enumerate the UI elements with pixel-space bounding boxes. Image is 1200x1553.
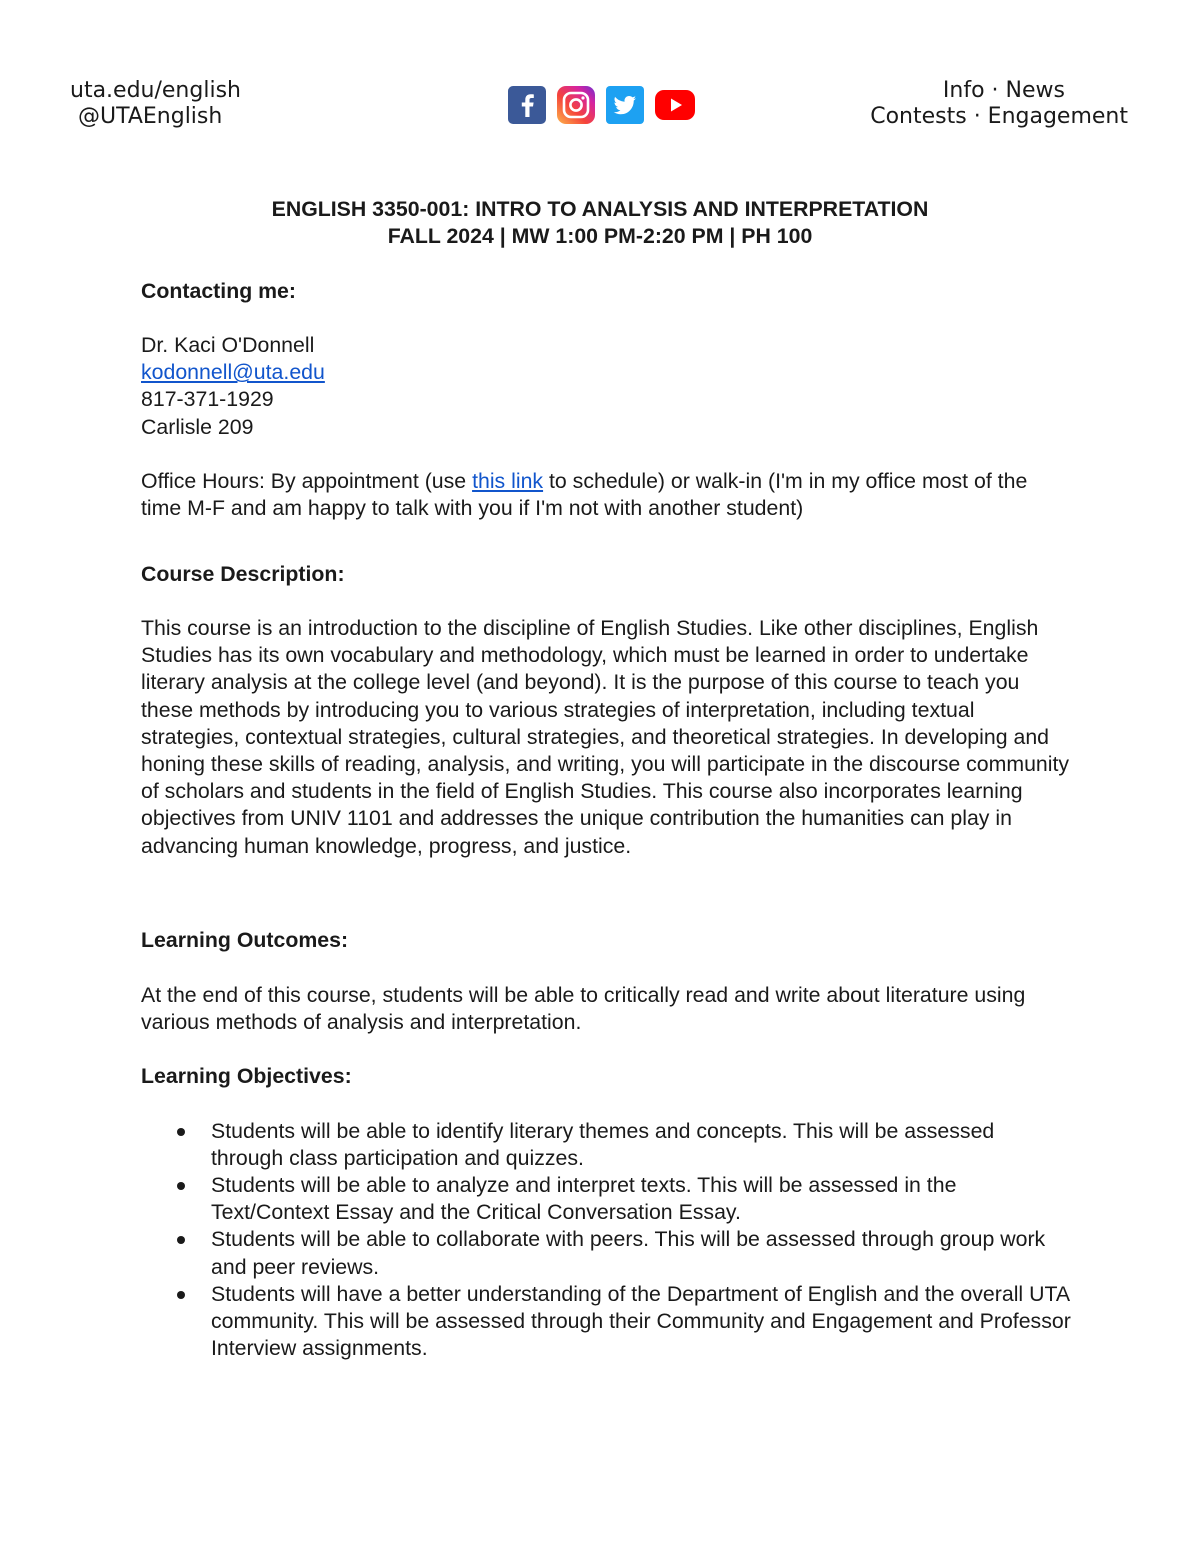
instagram-icon[interactable] — [557, 86, 595, 124]
facebook-icon[interactable] — [508, 86, 546, 124]
course-title — [0, 196, 1200, 250]
learning-objectives-list — [141, 1118, 1071, 1363]
learning-outcomes-text: At the end of this course, students will be able to critically read and write about literature using various methods of analysis and interpretation. — [141, 982, 1026, 1034]
bullet-icon — [177, 1291, 185, 1299]
list-item: Students will have a better understanding of the Department of English and the overall UTA community. This will be assessed through their Community and Engagement and Professor Interview assignments. — [141, 1281, 1071, 1363]
twitter-icon[interactable] — [606, 86, 644, 124]
list-item: Students will be able to identify literary themes and concepts. This will be assessed through class participation and quizzes. — [141, 1118, 1071, 1172]
bullet-icon — [177, 1236, 185, 1244]
instructor-name: Dr. Kaci O'Donnell — [141, 332, 315, 357]
contact-details — [141, 332, 1071, 441]
instructor-email-link[interactable]: kodonnell@uta.edu — [141, 360, 325, 385]
course-title-line2: FALL 2024 | MW 1:00 PM-2:20 PM | PH 100 — [387, 224, 813, 249]
instructor-phone: 817-371-1929 — [141, 387, 274, 412]
learning-outcomes-heading: Learning Outcomes: — [141, 928, 349, 953]
learning-objectives-heading: Learning Objectives: — [141, 1064, 352, 1089]
schedule-link[interactable]: this link — [472, 468, 544, 493]
list-item: Students will be able to collaborate with peers. This will be assessed through group work and peer reviews. — [141, 1226, 1071, 1280]
social-icons — [508, 86, 695, 124]
bullet-icon — [177, 1182, 185, 1190]
course-title-line1: ENGLISH 3350-001: INTRO TO ANALYSIS AND INTERPRETATION — [271, 197, 929, 221]
header-info-news: Info · News — [942, 78, 1065, 103]
instructor-office: Carlisle 209 — [141, 414, 254, 439]
syllabus-content — [141, 196, 1071, 1362]
social-handle: @UTAEnglish — [78, 104, 223, 129]
website-url[interactable]: uta.edu/english — [70, 78, 241, 103]
office-hours: Office Hours: By appointment (use this link to schedule) or walk-in (I'm in my office most of the time M-F and am happy to talk with you if I'm not with another student) — [141, 468, 1028, 521]
contact-heading: Contacting me: — [141, 278, 296, 303]
header-contests-engagement: Contests · Engagement — [870, 104, 1128, 129]
course-description-text: This course is an introduction to the discipline of English Studies. Like other disciplines, English Studies has its own vocabulary and methodology, which must be learned in order to undertake literary analysis at the college level (and beyond). It is the purpose of this course to teach you these methods by introducing you to various strategies of interpretation, including textual strategies, contextual strategies, cultural strategies, and theoretical strategies. In developing and honing these skills of reading, analysis, and writing, you will participate in the discourse community of scholars and students in the field of English Studies. This course also incorporates learning objectives from UNIV 1101 and addresses the unique contribution the humanities can play in advancing human knowledge, progress, and justice. — [141, 615, 1070, 858]
letterhead — [0, 0, 1200, 150]
course-description-heading: Course Description: — [141, 561, 345, 586]
header-right-block — [870, 78, 1128, 130]
bullet-icon — [177, 1128, 185, 1136]
youtube-icon[interactable] — [655, 90, 695, 120]
header-left-block — [70, 78, 241, 130]
list-item: Students will be able to analyze and interpret texts. This will be assessed in the Text/Context Essay and the Critical Conversation Essay. — [141, 1172, 1071, 1226]
